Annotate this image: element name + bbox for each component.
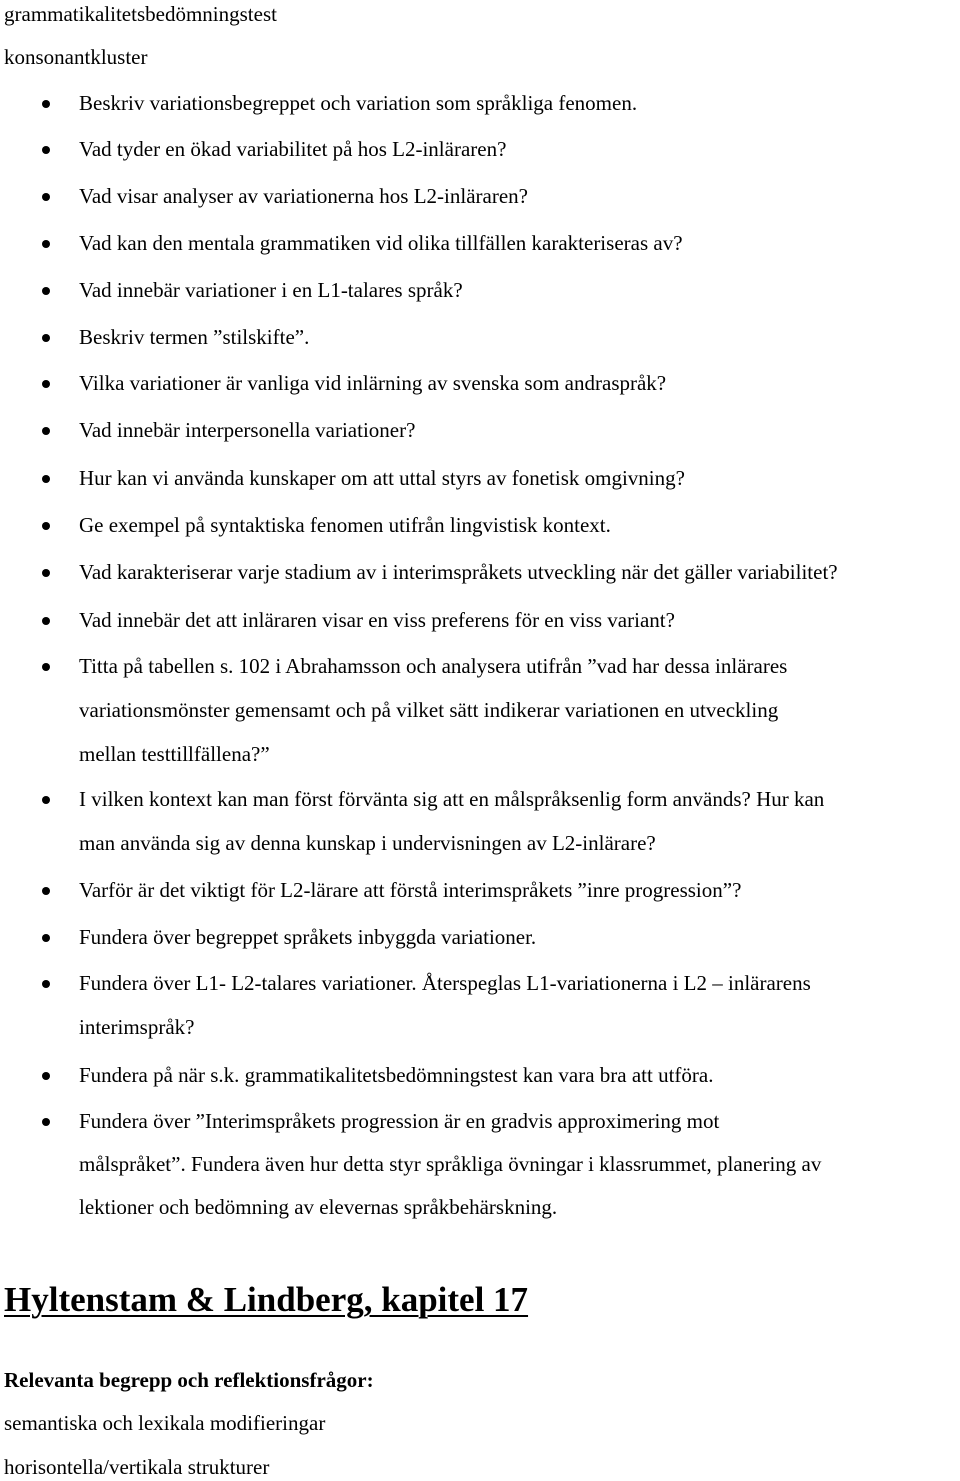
question-text: målspråket”. Fundera även hur detta styr språkliga övningar i klassrummet, planering av [79,1152,822,1176]
bullet-icon [42,334,50,342]
question-text: man använda sig av denna kunskap i undervisningen av L2-inlärare? [79,831,656,855]
question-text: mellan testtillfällena?” [79,742,270,766]
question-text: Fundera över L1- L2-talares variationer. Återspeglas L1-variationerna i L2 – inlärarens [79,971,811,995]
concept-term: semantiska och lexikala modifieringar [4,1411,326,1435]
question-text: Ge exempel på syntaktiska fenomen utifrån lingvistisk kontext. [79,513,611,537]
bullet-icon [42,100,50,108]
bullet-icon [42,427,50,435]
question-text: Vad innebär interpersonella variationer? [79,418,416,442]
bullet-icon [42,569,50,577]
bullet-icon [42,663,50,671]
question-text: Vad visar analyser av variationerna hos L2-inläraren? [79,184,528,208]
question-text: interimspråk? [79,1015,195,1039]
question-text: Vilka variationer är vanliga vid inlärning av svenska som andraspråk? [79,371,667,395]
question-text: Titta på tabellen s. 102 i Abrahamsson och analysera utifrån ”vad har dessa inlärares [79,654,788,678]
question-text: lektioner och bedömning av elevernas språkbehärskning. [79,1195,558,1219]
question-text: Beskriv variationsbegreppet och variation som språkliga fenomen. [79,91,638,115]
question-text: Hur kan vi använda kunskaper om att uttal styrs av fonetisk omgivning? [79,466,685,490]
question-text: Fundera över ”Interimspråkets progression är en gradvis approximering mot [79,1109,720,1133]
concepts-heading: Relevanta begrepp och reflektionsfrågor: [4,1368,374,1392]
question-text: Vad kan den mentala grammatiken vid olika tillfällen karakteriseras av? [79,231,683,255]
question-text: Vad innebär det att inläraren visar en viss preferens för en viss variant? [79,608,675,632]
question-text: Vad innebär variationer i en L1-talares språk? [79,278,463,302]
bullet-icon [42,796,50,804]
intro-term: grammatikalitetsbedömningstest [4,2,277,26]
bullet-icon [42,240,50,248]
bullet-icon [42,522,50,530]
bullet-icon [42,1072,50,1080]
bullet-icon [42,380,50,388]
intro-term: konsonantkluster [4,45,148,69]
bullet-icon [42,934,50,942]
bullet-icon [42,287,50,295]
question-text: Beskriv termen ”stilskifte”. [79,325,310,349]
bullet-icon [42,617,50,625]
question-text: Varför är det viktigt för L2-lärare att förstå interimspråkets ”inre progression”? [79,878,742,902]
question-text: Vad karakteriserar varje stadium av i interimspråkets utveckling när det gäller variabilitet? [79,560,838,584]
bullet-icon [42,1118,50,1126]
bullet-icon [42,193,50,201]
bullet-icon [42,146,50,154]
question-text: I vilken kontext kan man först förvänta sig att en målspråksenlig form används? Hur kan [79,787,825,811]
concept-term: horisontella/vertikala strukturer [4,1455,270,1479]
bullet-icon [42,887,50,895]
question-text: Vad tyder en ökad variabilitet på hos L2-inläraren? [79,137,507,161]
question-text: Fundera på när s.k. grammatikalitetsbedömningstest kan vara bra att utföra. [79,1063,714,1087]
chapter-heading: Hyltenstam & Lindberg, kapitel 17 [4,1280,529,1319]
question-text: variationsmönster gemensamt och på vilket sätt indikerar variationen en utveckling [79,698,779,722]
bullet-icon [42,475,50,483]
bullet-icon [42,980,50,988]
question-text: Fundera över begreppet språkets inbyggda variationer. [79,925,537,949]
